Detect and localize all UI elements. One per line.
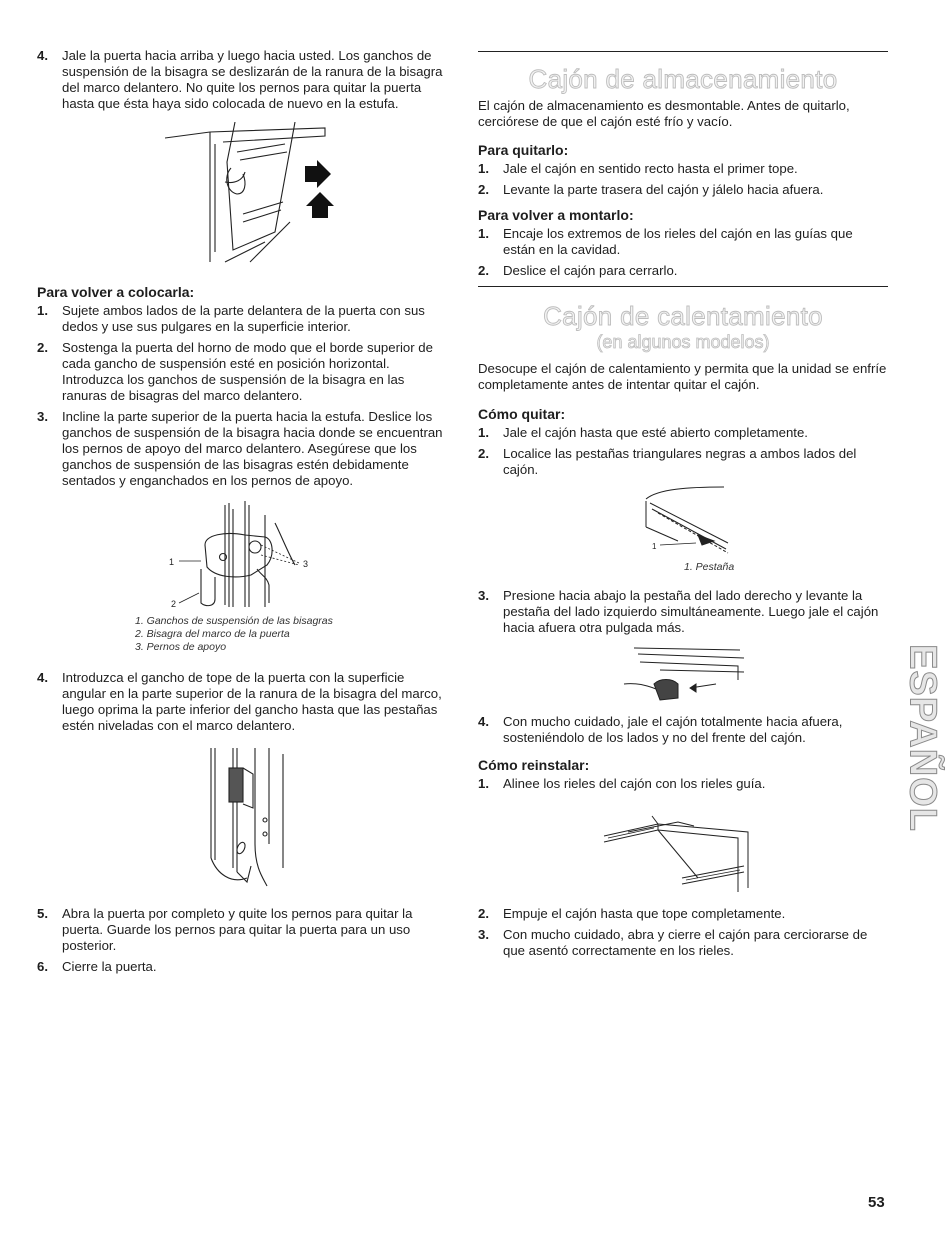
right-column	[478, 0, 888, 964]
warming-step-3	[478, 588, 888, 636]
step-number: 2.	[37, 340, 48, 355]
step-number: 3.	[478, 588, 489, 603]
step-number: 2.	[478, 446, 489, 461]
step-number: 1.	[478, 776, 489, 791]
door-stop-illustration	[207, 748, 297, 892]
warming-intro: Desocupe el cajón de calentamiento y permita que la unidad se enfríe completamente antes de intentar quitar el cajón.	[478, 361, 887, 392]
drawer-tab-illustration	[638, 483, 748, 561]
callout-2: 2	[171, 599, 177, 609]
step-text: Jale el cajón hasta que esté abierto completamente.	[503, 425, 808, 440]
step-text: Levante la parte trasera del cajón y jálelo hacia afuera.	[503, 182, 824, 197]
list-item	[478, 927, 888, 959]
step-text: Localice las pestañas triangulares negras a ambos lados del cajón.	[503, 446, 857, 477]
step-number: 1.	[478, 226, 489, 241]
step-number: 6.	[37, 959, 48, 974]
list-item	[37, 906, 447, 954]
storage-intro: El cajón de almacenamiento es desmontable. Antes de quitarlo, cerciórese de que el cajón esté frío y vacío.	[478, 98, 850, 129]
list-item	[37, 409, 447, 489]
step-text: Incline la parte superior de la puerta hacia la estufa. Deslice los ganchos de suspensión de la bisagra hacia donde se encuentran los pernos de apoyo del marco delantero. Asegúrese que los ganchos de suspensión de las bisagras estén debidamente sentados y enganchados en los pernos de apoyo.	[62, 409, 443, 488]
step-number: 1.	[37, 303, 48, 318]
storage-replace-heading: Para volver a montarlo:	[478, 207, 634, 223]
step-text: Presione hacia abajo la pestaña del lado derecho y levante la pestaña del lado izquierdo simultáneamente. Luego jale el cajón hacia afuera otra pulgada más.	[503, 588, 879, 635]
step-text: Alinee los rieles del cajón con los rieles guía.	[503, 776, 766, 791]
language-label: ESPAÑOL	[901, 644, 944, 832]
step-text: Introduzca el gancho de tope de la puerta con la superficie angular en la parte superior de la ranura de la bisagra del marco, luego oprima la parte inferior del gancho hasta que las pestañas estén niveladas con el marco delantero.	[62, 670, 442, 733]
step-number: 2.	[478, 263, 489, 278]
storage-remove-heading: Para quitarlo:	[478, 142, 569, 158]
step-number: 4.	[478, 714, 489, 729]
step-text: Encaje los extremos de los rieles del cajón en las guías que están en la cavidad.	[503, 226, 853, 257]
storage-drawer-title: Cajón de almacenamiento	[528, 64, 838, 94]
list-item	[478, 446, 888, 478]
list-item	[478, 263, 888, 279]
left-column	[37, 0, 447, 980]
step-text: Sostenga la puerta del horno de modo que el borde superior de cada gancho de suspensión esté en posición horizontal. Introduzca los ganchos de suspensión de la bisagra en las ranuras de bisagras del marco delantero.	[62, 340, 433, 403]
step-text: Jale la puerta hacia arriba y luego hacia usted. Los ganchos de suspensión de la bisagra se deslizarán de la ranura de la bisagra del marco delantero. No quite los pernos para quitar la puerta hasta que ésta haya sido colocada de nuevo en la estufa.	[62, 48, 443, 111]
door-removal-illustration	[165, 122, 355, 272]
list-item	[478, 425, 888, 441]
step-number: 4.	[37, 670, 48, 685]
caption-line: 3. Pernos de apoyo	[135, 641, 227, 653]
language-side-tab	[902, 640, 942, 836]
callout-1: 1	[169, 557, 175, 567]
final-door-steps	[37, 906, 447, 975]
list-item	[478, 161, 888, 177]
hinge-illustration	[165, 495, 325, 613]
callout-3: 3	[303, 559, 309, 569]
warming-drawer-title: Cajón de calentamiento	[543, 301, 823, 331]
list-item	[37, 340, 447, 404]
list-item	[37, 959, 447, 975]
list-item	[478, 906, 888, 922]
step-number: 4.	[37, 48, 48, 63]
list-item	[478, 226, 888, 258]
arrow-right-icon	[305, 160, 331, 188]
step-number: 5.	[37, 906, 48, 921]
storage-remove-steps	[478, 161, 888, 198]
step-text: Jale el cajón en sentido recto hasta el primer tope.	[503, 161, 798, 176]
step-text: Cierre la puerta.	[62, 959, 157, 974]
step-number: 2.	[478, 906, 489, 921]
door-step-4b	[37, 670, 447, 734]
step-text: Sujete ambos lados de la parte delantera de la puerta con sus dedos y use sus pulgares en la superficie interior.	[62, 303, 425, 334]
reinstall-step-1	[478, 776, 888, 792]
drawer-pull-illustration	[620, 644, 750, 706]
warming-step-4	[478, 714, 888, 746]
step-number: 3.	[37, 409, 48, 424]
step-text: Deslice el cajón para cerrarlo.	[503, 263, 678, 278]
storage-replace-steps	[478, 226, 888, 279]
step-number: 2.	[478, 182, 489, 197]
hinge-captions	[135, 615, 447, 654]
step-text: Empuje el cajón hasta que tope completamente.	[503, 906, 786, 921]
callout-1: 1	[652, 542, 657, 551]
step-number: 1.	[478, 425, 489, 440]
reinstall-more-steps	[478, 906, 888, 959]
tab-caption: 1. Pestaña	[684, 561, 735, 573]
warming-remove-heading: Cómo quitar:	[478, 406, 566, 422]
list-item	[37, 303, 447, 335]
door-step-4	[37, 48, 447, 112]
step-text: Con mucho cuidado, abra y cierre el cajón para cerciorarse de que asentó correctamente en los rieles.	[503, 927, 868, 958]
step-text: Con mucho cuidado, jale el cajón totalmente hacia afuera, sosteniéndolo de los lados y no del frente del cajón.	[503, 714, 843, 745]
caption-line: 2. Bisagra del marco de la puerta	[135, 628, 290, 640]
warming-drawer-subtitle: (en algunos modelos)	[596, 332, 770, 352]
caption-line: 1. Ganchos de suspensión de las bisagras	[135, 615, 333, 627]
step-text: Abra la puerta por completo y quite los pernos para quitar la puerta. Guarde los pernos para quitar la puerta para un uso posterior.	[62, 906, 413, 953]
warming-reinstall-heading: Cómo reinstalar:	[478, 757, 590, 773]
drawer-rails-illustration	[598, 808, 758, 892]
list-item	[478, 182, 888, 198]
arrow-up-icon	[306, 192, 334, 218]
replace-door-heading: Para volver a colocarla:	[37, 284, 195, 300]
warming-remove-steps	[478, 425, 888, 478]
page-number: 53	[868, 1194, 885, 1211]
replace-door-steps	[37, 303, 447, 489]
step-number: 1.	[478, 161, 489, 176]
step-number: 3.	[478, 927, 489, 942]
